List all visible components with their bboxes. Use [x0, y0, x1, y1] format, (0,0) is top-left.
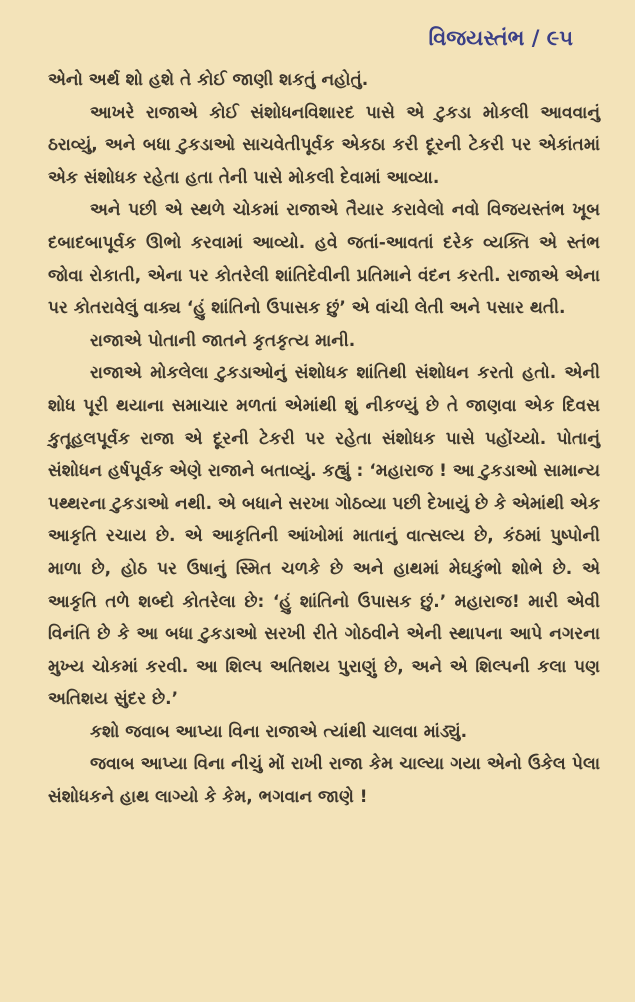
paragraph-2: આખરે રાજાએ કોઈ સંશોધનવિશારદ પાસે એ ટુકડા મોકલી આવવાનું ઠરાવ્યું, અને બધા ટુકડાઓ સાચવેતીપૂર્વક એકઠા કરી દૂરની ટેકરી પર એકાંતમાં એક સંશોધક રહેતા હતા તેની પાસે મોકલી દેવામાં આવ્યા.: [48, 102, 600, 188]
paragraph-3: અને પછી એ સ્થળે ચોકમાં રાજાએ તૈયાર કરાવેલો નવો વિજયસ્તંભ ખૂબ દબાદબાપૂર્વક ઊભો કરવામાં આવ્યો. હવે જતાં-આવતાં દરેક વ્યક્તિ એ સ્તંભ જોવા રોકાતી, એના પર કોતરેલી શાંતિદેવીની પ્રતિમાને વંદન કરતી. રાજાએ એના પર કોતરાવેલું વાક્ય ‘હું શાંતિનો ઉપાસક છું’ એ વાંચી લેતી અને પસાર થતી.: [48, 200, 600, 319]
page-body: [48, 64, 600, 814]
paragraph-7: જવાબ આપ્યા વિના નીચું મોં રાખી રાજા કેમ ચાલ્યા ગયા એનો ઉકેલ પેલા સંશોધકને હાથ લાગ્યો કે કેમ, ભગવાન જાણે !: [48, 754, 600, 808]
paragraph-5: રાજાએ મોકલેલા ટુકડાઓનું સંશોધક શાંતિથી સંશોધન કરતો હતો. એની શોધ પૂરી થયાના સમાચાર મળતાં એમાંથી શું નીકળ્યું છે તે જાણવા એક દિવસ કુતૂહલપૂર્વક રાજા એ દૂરની ટેકરી પર રહેતા સંશોધક પાસે પહોંચ્યો. પોતાનું સંશોધન હર્ષપૂર્વક એણે રાજાને બતાવ્યું. કહ્યું : ‘મહારાજ ! આ ટુકડાઓ સામાન્ય પથ્થરના ટુકડાઓ નથી. એ બધાને સરખા ગોઠવ્યા પછી દેખાયું છે કે એમાંથી એક આકૃતિ રચાય છે. એ આકૃતિની આંખોમાં માતાનું વાત્સલ્ય છે, કંઠમાં પુષ્પોની માળા છે, હોઠ પર ઉષાનું સ્મિત ચળકે છે અને હાથમાં મેઘકુંભો શોભે છે. એ આકૃતિ તળે શબ્દો કોતરેલા છે: ‘હું શાંતિનો ઉપાસક છું.’ મહારાજ! મારી એવી વિનંતિ છે કે આ બધા ટુકડાઓ સરખી રીતે ગોઠવીને એની સ્થાપના આપે નગરના મુખ્ય ચોકમાં કરવી. આ શિલ્પ અતિશય પુરાણું છે, અને એ શિલ્પની કલા પણ અતિશય સુંદર છે.’: [48, 363, 600, 710]
running-header: વિજયસ્તંભ / ૯૫: [428, 26, 573, 50]
paragraph-6: કશો જવાબ આપ્યા વિના રાજાએ ત્યાંથી ચાલવા માંડ્યું.: [90, 721, 468, 742]
paragraph-4: રાજાએ પોતાની જાતને કૃતકૃત્ય માની.: [90, 330, 356, 351]
paragraph-1: એનો અર્થ શો હશે તે કોઈ જાણી શકતું નહોતું.: [48, 70, 369, 90]
